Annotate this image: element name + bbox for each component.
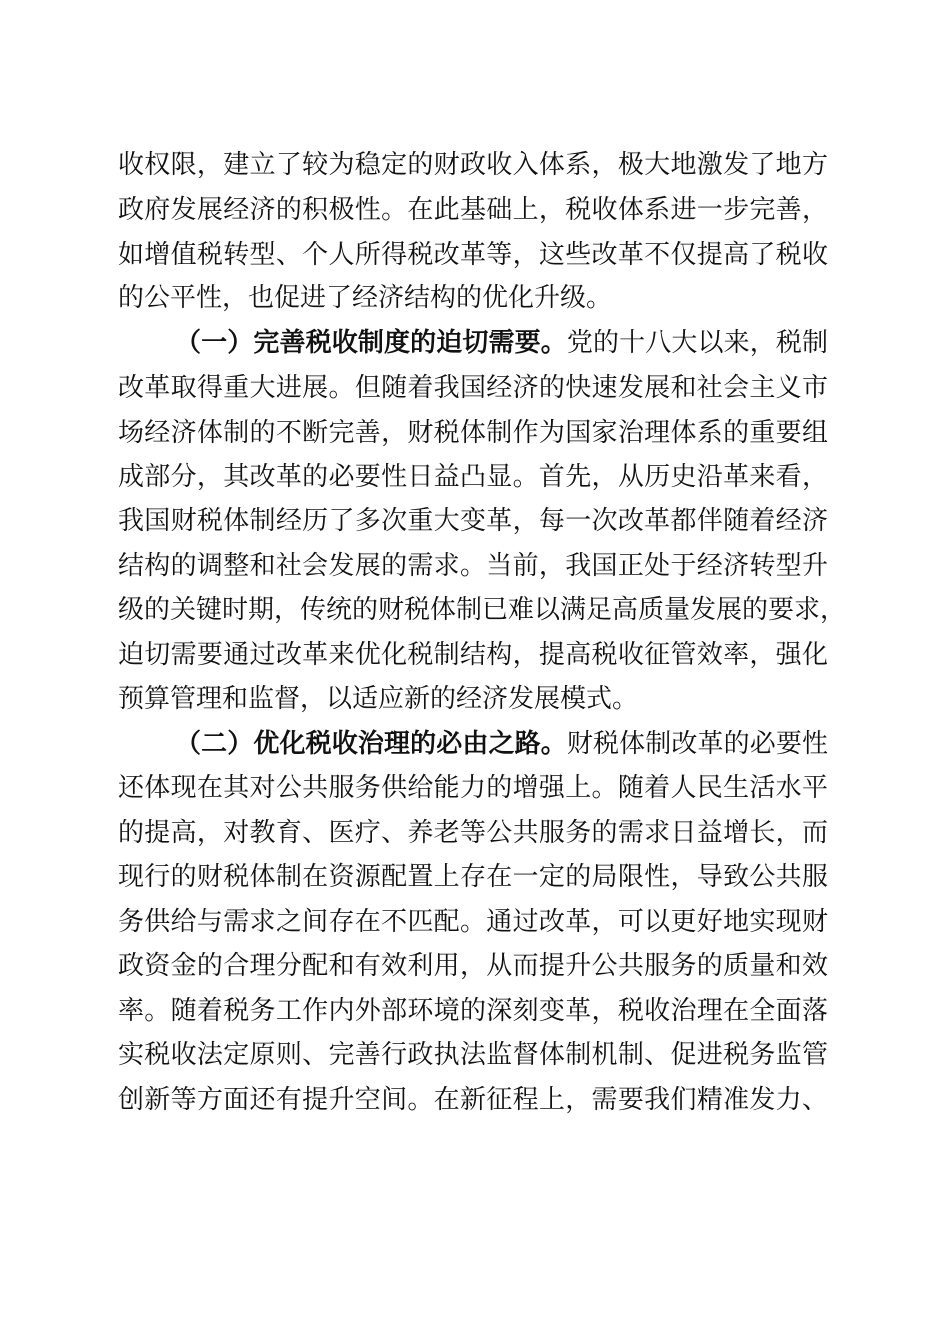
section-2-first-line-text: 财税体制改革的必要性: [566, 729, 828, 759]
section-2-first-line: [175, 729, 828, 759]
text-line: 场经济体制的不断完善，财税体制作为国家治理体系的重要组: [118, 418, 828, 448]
text-line: 实税收法定原则、完善行政执法监督体制机制、促进税务监管: [118, 1040, 828, 1070]
text-line: 率。随着税务工作内外部环境的深刻变革，税收治理在全面落: [118, 996, 828, 1026]
section-2-heading: （二）优化税收治理的必由之路。: [175, 729, 567, 759]
text-line: 预算管理和监督，以适应新的经济发展模式。: [118, 684, 639, 714]
text-line: 如增值税转型、个人所得税改革等，这些改革不仅提高了税收: [118, 240, 828, 270]
text-line: 创新等方面还有提升空间。在新征程上，需要我们精准发力、: [118, 1085, 828, 1115]
section-1-first-line: [175, 328, 828, 358]
text-line: 的提高，对教育、医疗、养老等公共服务的需求日益增长，而: [118, 818, 828, 848]
text-line: 结构的调整和社会发展的需求。当前，我国正处于经济转型升: [118, 551, 828, 581]
text-line: 收权限，建立了较为稳定的财政收入体系，极大地激发了地方: [118, 150, 828, 180]
text-line: 现行的财税体制在资源配置上存在一定的局限性，导致公共服: [118, 862, 828, 892]
text-line: 务供给与需求之间存在不匹配。通过改革，可以更好地实现财: [118, 907, 828, 937]
text-line: 还体现在其对公共服务供给能力的增强上。随着人民生活水平: [118, 773, 828, 803]
text-line: 成部分，其改革的必要性日益凸显。首先，从历史沿革来看，: [118, 462, 828, 492]
text-line: 政资金的合理分配和有效利用，从而提升公共服务的质量和效: [118, 951, 828, 981]
text-line: 级的关键时期，传统的财税体制已难以满足高质量发展的要求，: [118, 595, 847, 625]
section-1-first-line-text: 党的十八大以来，税制: [566, 328, 828, 358]
text-line: 改革取得重大进展。但随着我国经济的快速发展和社会主义市: [118, 373, 828, 403]
section-1-heading: （一）完善税收制度的迫切需要。: [175, 328, 567, 358]
text-line: 的公平性，也促进了经济结构的优化升级。: [118, 283, 613, 313]
text-line: 政府发展经济的积极性。在此基础上，税收体系进一步完善，: [118, 195, 828, 225]
text-line: 我国财税体制经历了多次重大变革，每一次改革都伴随着经济: [118, 506, 828, 536]
text-line: 迫切需要通过改革来优化税制结构，提高税收征管效率，强化: [118, 640, 828, 670]
